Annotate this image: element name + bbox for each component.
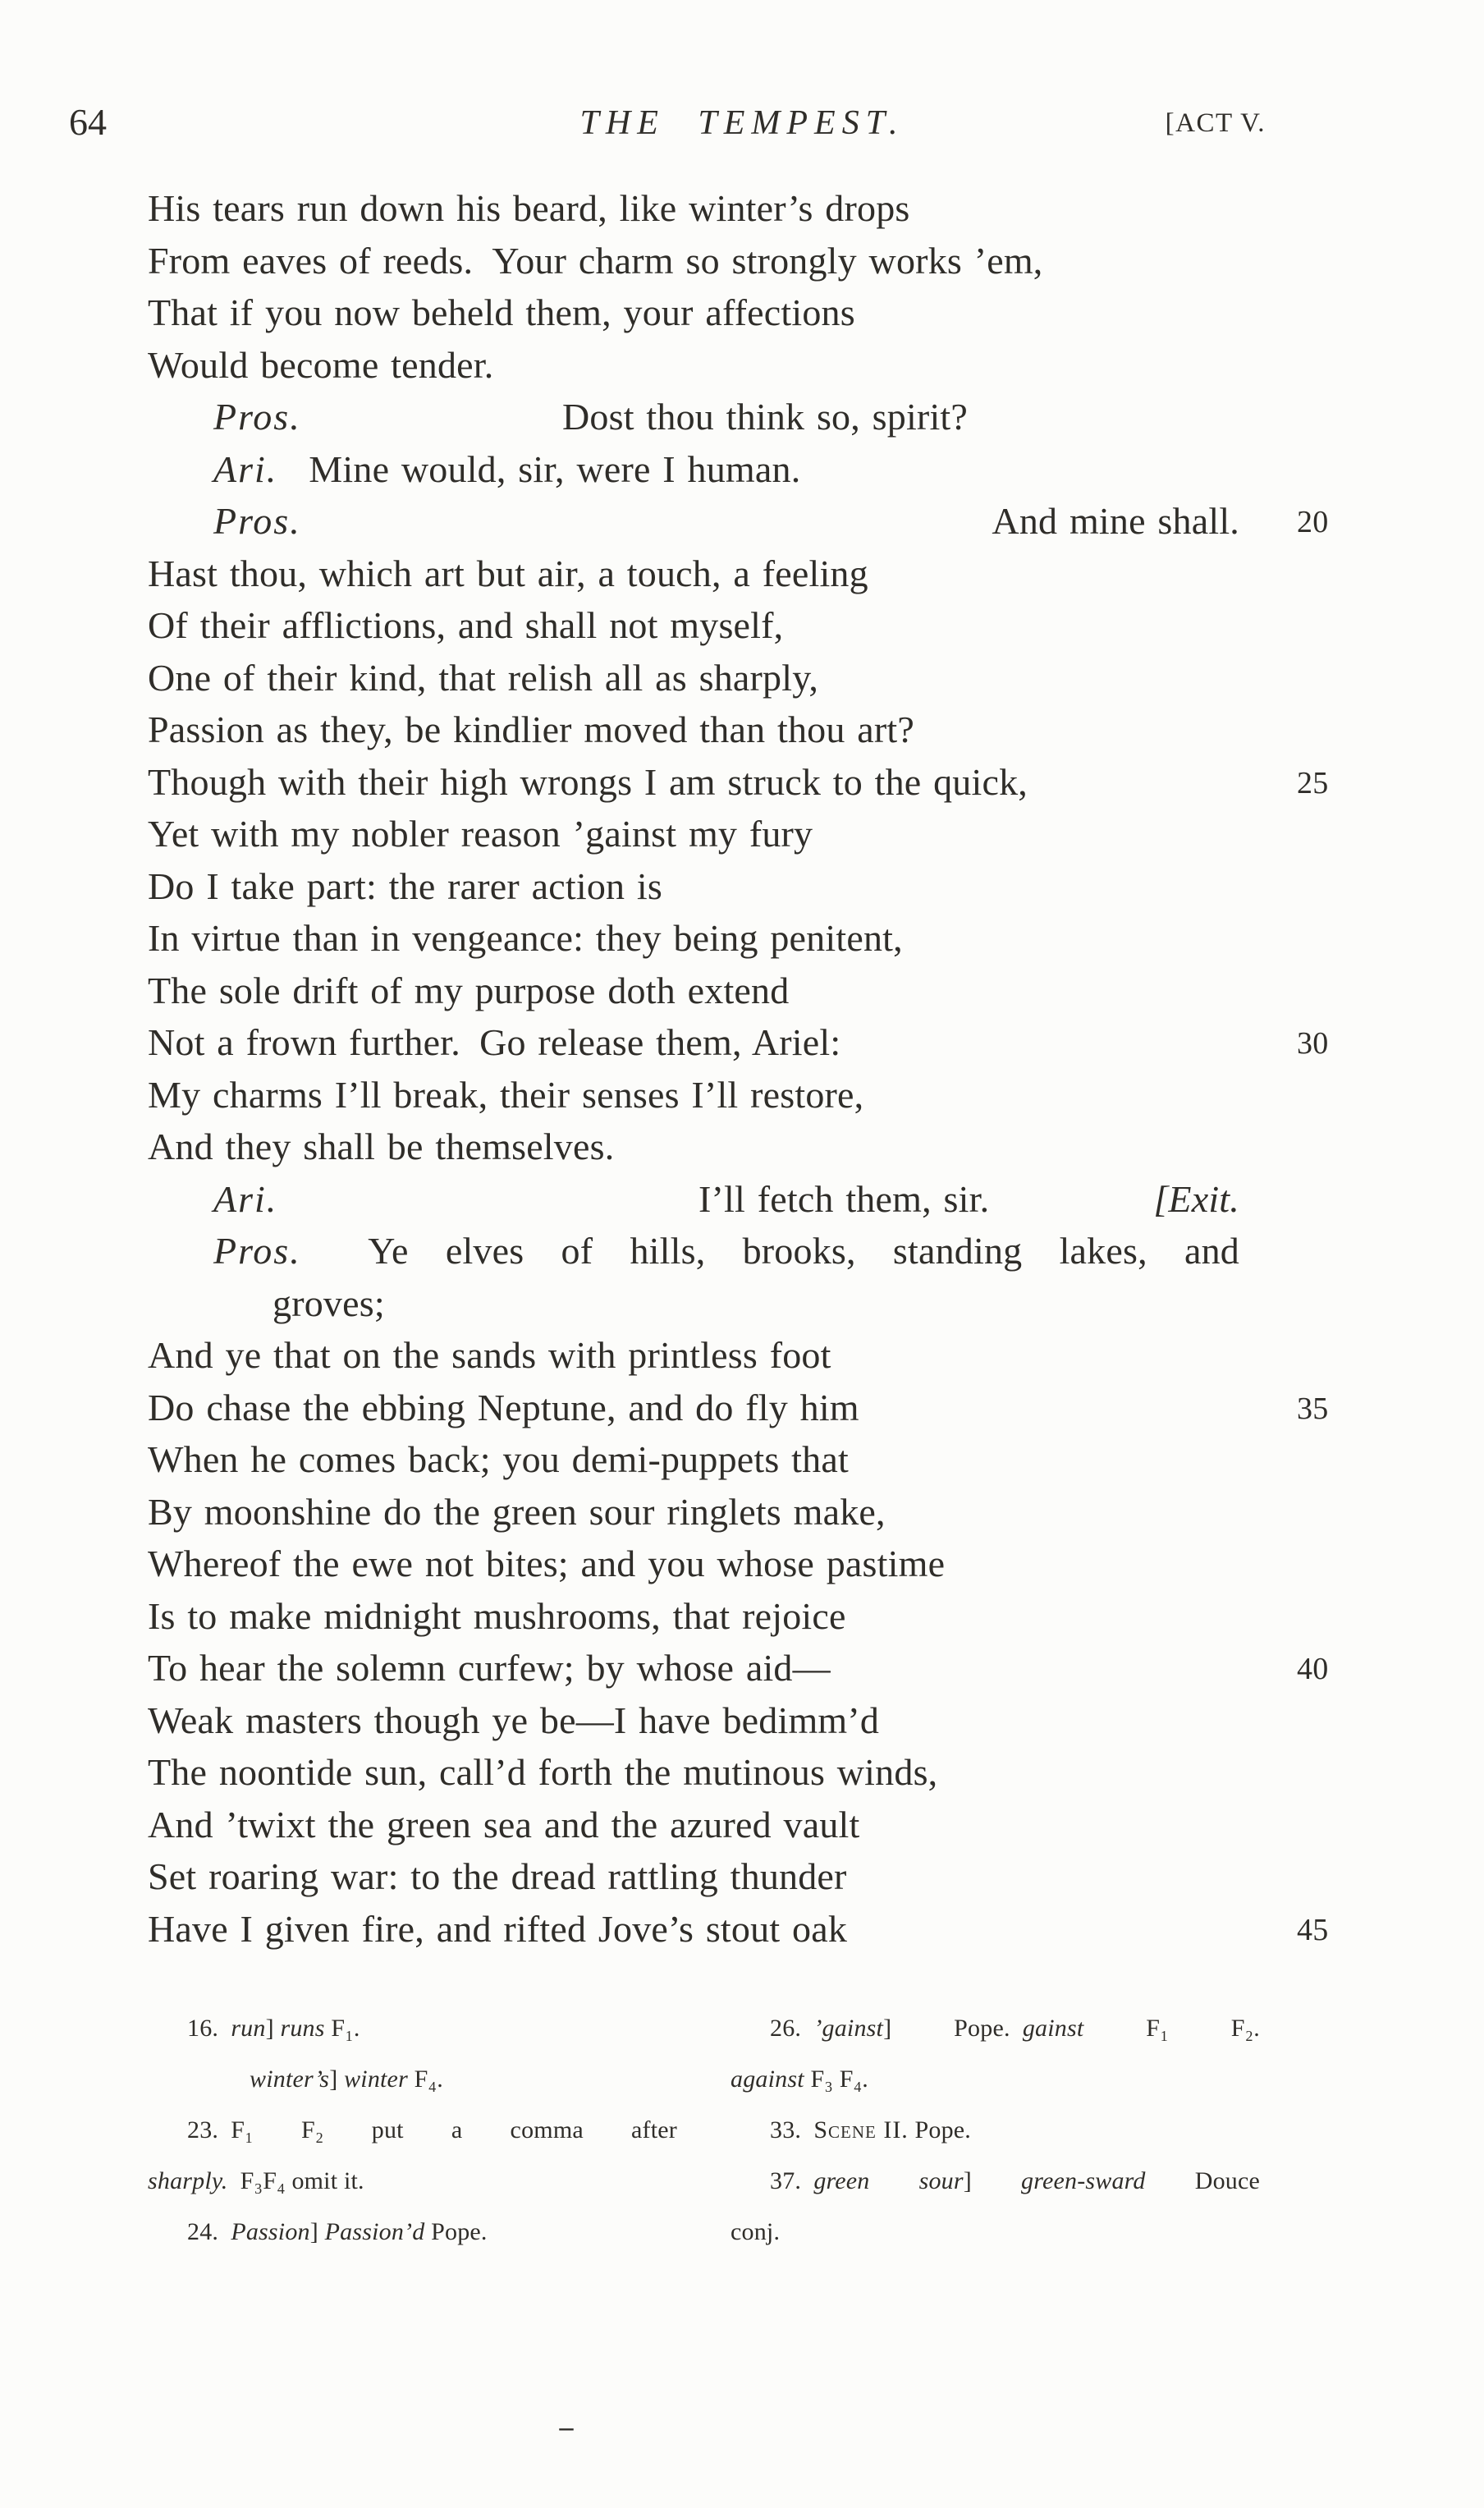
verse-text: When he comes back; you demi-puppets that [148,1438,849,1480]
footnote-text: 33. [770,2116,814,2143]
line-number: 25 [1297,765,1329,800]
footnote-text: F₃F₄ omit it. [227,2167,364,2194]
verse-line [148,1486,1239,1538]
verse-line [148,756,1329,809]
footnotes-right-column [731,2003,1260,2258]
footnote-text: Scene II. [813,2116,909,2143]
verse-text: And mine shall. [992,500,1239,542]
footnote-line [731,2054,1260,2105]
line-number: 20 [1297,505,1329,539]
verse-line [148,1903,1329,1956]
footnote-lemma-or-variant: green sour [813,2167,964,2194]
footnote-text: F₃ F₄. [804,2066,868,2093]
footnotes-left-column [148,2003,677,2258]
footnote-text: conj. [731,2218,781,2245]
footnote-text: 16. [187,2015,231,2042]
footnote-lemma-or-variant: against [731,2066,804,2093]
verse-line [148,704,1239,756]
page-number: 64 [69,101,107,143]
verse-line [148,1590,1239,1643]
footnote-lemma-or-variant: run [231,2015,266,2042]
verse-text: groves; [273,1282,385,1324]
verse-line [148,1382,1329,1434]
footnote-lemma-or-variant: Passion [231,2218,310,2245]
verse-line [148,1538,1239,1590]
footnote-text: F₄. [407,2066,443,2093]
verse-line [148,1433,1239,1486]
verse-text: One of their kind, that relish all as sharply, [148,656,819,699]
verse-text: Set roaring war: to the dread rattling thunder [148,1855,847,1897]
footnote-line [148,2105,677,2156]
verse-line [148,1694,1239,1747]
footnote-text: Douce [1145,2167,1261,2194]
verse-text: Mine would, sir, were I human. [309,447,801,490]
verse-text: And ’twixt the green sea and the azured vault [148,1803,860,1845]
footnote-line [148,2207,677,2258]
verse-line [148,391,1239,443]
verse-text: In virtue than in vengeance: they being penitent, [148,917,903,959]
footnote-text: 24. [187,2218,231,2245]
footnote-text: 26. [770,2015,814,2042]
footnote-text: 23. F₁ F₂ put a comma after [187,2116,677,2143]
verse-text: Yet with my nobler reason ’gainst my fury [148,813,813,855]
line-number: 35 [1297,1391,1329,1426]
line-number: 30 [1297,1026,1329,1061]
verse-text: That if you now beheld them, your affections [148,291,855,333]
footnote-text: F₁. [324,2015,360,2042]
verse-line [148,182,1239,235]
verse-text: Is to make midnight mushrooms, that rejoice [148,1594,846,1637]
footnote-lemma-or-variant: winter’s [250,2066,330,2093]
verse-text: My charms I’ll break, their senses I’ll restore, [148,1073,864,1116]
verse-text: From eaves of reeds. Your charm so strongly works ’em, [148,239,1043,282]
verse-line [148,495,1329,548]
stage-direction: [Exit. [1153,1177,1239,1220]
footnotes [148,2003,1260,2258]
footnote-lemma-or-variant: Passion’d [324,2218,425,2245]
verse-text: Would become tender. [148,343,494,386]
play-text [148,182,1329,1955]
footnote-lemma-or-variant: runs [280,2015,325,2042]
verse-text: Have I given fire, and rifted Jove’s stout oak [148,1907,848,1950]
verse-line [148,652,1239,704]
footnote-text: ] [309,2218,325,2245]
verse-line [148,1069,1239,1121]
verse-text: The sole drift of my purpose doth extend [148,969,790,1011]
page-title: THE TEMPEST. [579,104,905,142]
verse-text: Passion as they, be kindlier moved than thou art? [148,708,915,750]
verse-text: The noontide sun, call’d forth the mutinous winds, [148,1751,938,1793]
verse-line [148,1173,1239,1226]
verse-line [148,1746,1239,1799]
verse-line [148,1642,1329,1694]
footnote-line [148,2003,677,2054]
verse-line [148,1277,1239,1330]
running-header [0,100,1484,153]
verse-line [148,287,1239,339]
verse-text: Whereof the ewe not bites; and you whose pastime [148,1543,946,1584]
speaker-label: Pros. [213,500,301,542]
verse-line [148,1121,1239,1173]
footnote-text: ] [963,2167,1021,2194]
speaker-label: Ari. [213,447,278,490]
verse-text: And they shall be themselves. [148,1126,615,1167]
verse-line [148,1016,1329,1069]
footnote-line [731,2207,1260,2258]
footnote-text: Pope. [908,2116,972,2143]
line-number: 45 [1297,1912,1329,1947]
verse-line [148,1225,1239,1277]
footnote-text: ] Pope. [883,2015,1023,2042]
verse-text: Not a frown further. Go release them, Ariel: [148,1021,841,1063]
verse-line [148,1329,1239,1382]
verse-line [148,339,1239,392]
signature-mark: – [559,2412,574,2442]
footnote-text: ] [329,2066,345,2093]
verse-line [148,808,1239,860]
footnote-line [148,2156,677,2207]
verse-text: Hast thou, which art but air, a touch, a feeling [148,552,868,594]
line-number: 40 [1297,1652,1329,1686]
verse-text: And ye that on the sands with printless foot [148,1334,831,1376]
speaker-label: Ari. [213,1177,278,1220]
act-marker: [ACT V. [1165,108,1266,138]
footnote-line [148,2054,677,2105]
verse-line [148,1799,1239,1851]
footnote-lemma-or-variant: gainst [1022,2015,1084,2042]
footnote-text: Pope. [424,2218,488,2245]
footnote-lemma-or-variant: sharply. [148,2167,228,2194]
verse-text: Do chase the ebbing Neptune, and do fly him [148,1386,859,1428]
verse-text: I’ll fetch them, sir. [698,1177,990,1220]
verse-text: Though with their high wrongs I am struck to the quick, [148,760,1028,803]
verse-line [148,965,1239,1017]
footnote-line [731,2105,1260,2156]
verse-line [148,443,1239,496]
footnote-lemma-or-variant: ’gainst [813,2015,884,2042]
footnote-lemma-or-variant: green-sward [1021,2167,1146,2194]
footnote-line [731,2156,1260,2207]
footnote-text: ] [265,2015,281,2042]
verse-text: Dost thou think so, spirit? [562,396,969,438]
speaker-label: Pros. [213,396,301,438]
footnote-text: F₁ F₂. [1083,2015,1260,2042]
verse-text: His tears run down his beard, like winter’s drops [148,187,910,229]
verse-text: By moonshine do the green sour ringlets make, [148,1490,886,1533]
verse-line [148,548,1239,600]
verse-line [148,1850,1239,1903]
verse-text: To hear the solemn curfew; by whose aid— [148,1647,831,1689]
verse-text: Ye elves of hills, brooks, standing lakes, and [368,1230,1240,1272]
footnote-line [731,2003,1260,2054]
verse-line [148,235,1239,287]
verse-line [148,860,1239,913]
verse-text: Weak masters though ye be—I have bedimm’d [148,1699,880,1741]
speaker-label: Pros. [213,1230,301,1272]
verse-text: Do I take part: the rarer action is [148,864,663,907]
footnote-lemma-or-variant: winter [344,2066,408,2093]
footnote-text: 37. [770,2167,814,2194]
verse-line [148,912,1239,965]
verse-line [148,599,1239,652]
verse-text: Of their afflictions, and shall not myself, [148,604,784,646]
